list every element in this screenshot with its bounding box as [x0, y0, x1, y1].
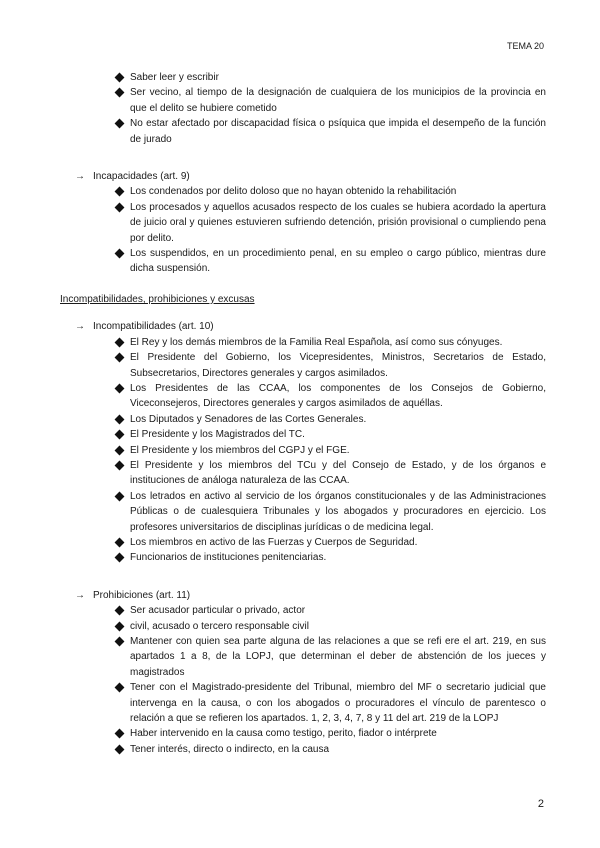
incompatibilidades-list — [60, 335, 546, 566]
page-content — [60, 70, 546, 757]
list-item: Haber intervenido en la causa como testigo, perito, fiador o intérprete — [60, 726, 546, 741]
list-item: El Presidente y los miembros del TCu y del Consejo de Estado, y de los órganos e instituciones de análoga naturaleza de las CCAA. — [60, 458, 546, 489]
list-item: Ser acusador particular o privado, actor — [60, 603, 546, 618]
incapacidades-list — [60, 184, 546, 276]
list-item: El Presidente del Gobierno, los Vicepresidentes, Ministros, Secretarios de Estado, Subsecretarios, Directores generales y cargos asimilados. — [60, 350, 546, 381]
list-item: Saber leer y escribir — [60, 70, 546, 85]
incompatibilidades-heading: → Incompatibilidades (art. 10) — [60, 319, 546, 334]
list-item: Ser vecino, al tiempo de la designación de cualquiera de los municipios de la provincia en que el delito se hubiere cometido — [60, 85, 546, 116]
section-title: Incompatibilidades, prohibiciones y excusas — [60, 293, 255, 305]
list-item: Los Presidentes de las CCAA, los componentes de los Consejos de Gobierno, Viceconsejeros, Directores generales y cargos asimilados de aquéllas. — [60, 381, 546, 412]
list-item: civil, acusado o tercero responsable civil — [60, 619, 546, 634]
list-item: Los condenados por delito doloso que no hayan obtenido la rehabilitación — [60, 184, 546, 199]
list-item: Mantener con quien sea parte alguna de las relaciones a que se refi ere el art. 219, en sus apartados 1 a 8, de la LOPJ, que determinan el deber de abstención de los jueces y magistrados — [60, 634, 546, 680]
prohibiciones-heading: → Prohibiciones (art. 11) — [60, 588, 546, 603]
list-item: El Presidente y los Magistrados del TC. — [60, 427, 546, 442]
list-item: Funcionarios de instituciones penitenciarias. — [60, 550, 546, 565]
list-item: Los miembros en activo de las Fuerzas y Cuerpos de Seguridad. — [60, 535, 546, 550]
list-item: Los Diputados y Senadores de las Cortes Generales. — [60, 412, 546, 427]
list-item: Los procesados y aquellos acusados respecto de los cuales se hubiera acordado la apertura de juicio oral y quienes estuvieren sufriendo detención, prisión provisional o cumpliendo pena por delito. — [60, 200, 546, 246]
page-number: 2 — [537, 798, 544, 810]
list-item: No estar afectado por discapacidad física o psíquica que impida el desempeño de la función de jurado — [60, 116, 546, 147]
incapacidades-heading: → Incapacidades (art. 9) — [60, 169, 546, 184]
list-item: El Rey y los demás miembros de la Familia Real Española, así como sus cónyuges. — [60, 335, 546, 350]
list-item: Los letrados en activo al servicio de los órganos constitucionales y de las Administraciones Públicas o de cualesquiera Tribunales y los abogados y procuradores en ejercicio. Los profesores universitarios de disciplinas jurídicas o de medicina legal. — [60, 489, 546, 535]
list-item: Tener con el Magistrado-presidente del Tribunal, miembro del MF o secretario judicial que intervenga en la causa, o con los abogados o procuradores el vínculo de parentesco o relación a que se refieren los apartados. 1, 2, 3, 4, 7, 8 y 11 del art. 219 de la LOPJ — [60, 680, 546, 726]
prohibiciones-list — [60, 603, 546, 757]
list-item: El Presidente y los miembros del CGPJ y el FGE. — [60, 443, 546, 458]
page-header-tema: TEMA 20 — [506, 41, 544, 51]
list-item: Los suspendidos, en un procedimiento penal, en su empleo o cargo público, mientras dure dicha suspensión. — [60, 246, 546, 277]
requisitos-list — [60, 70, 546, 147]
list-item: Tener interés, directo o indirecto, en la causa — [60, 742, 546, 757]
